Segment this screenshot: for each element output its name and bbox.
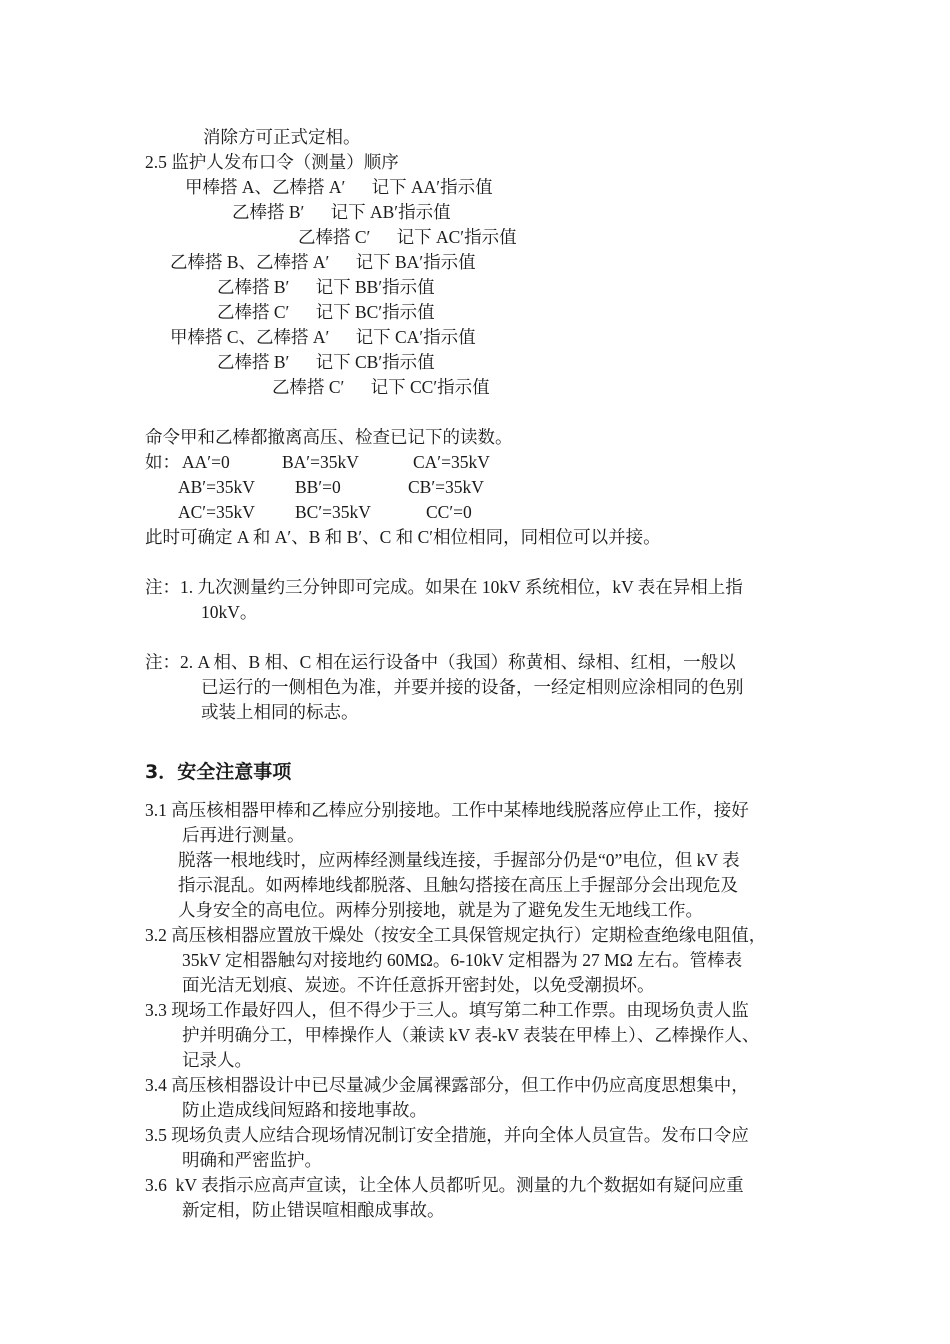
- step-line: 乙棒搭 C′ 记下 BC′指示值: [217, 302, 435, 322]
- example-prefix: 如：: [145, 452, 180, 472]
- reading-value: BB′=0: [295, 477, 341, 497]
- step-line: 甲棒搭 C、乙棒搭 A′ 记下 CA′指示值: [170, 327, 476, 347]
- paragraph-line: 新定相，防止错误喧相酿成事故。: [182, 1200, 445, 1220]
- paragraph-line: 3.3 现场工作最好四人，但不得少于三人。填写第二种工作票。由现场负责人监: [145, 1000, 749, 1020]
- paragraph-line: 3.4 高压核相器设计中已尽量减少金属裸露部分，但工作中仍应高度思想集中，: [145, 1075, 749, 1095]
- note-line: 注：1. 九次测量约三分钟即可完成。如果在 10kV 系统相位，kV 表在异相上指: [145, 577, 743, 597]
- reading-value: BA′=35kV: [282, 452, 359, 472]
- note-line: 10kV。: [201, 602, 258, 622]
- paragraph-line: 人身安全的高电位。两棒分别接地，就是为了避免发生无地线工作。: [178, 900, 703, 920]
- step-line: 甲棒搭 A、乙棒搭 A′ 记下 AA′指示值: [185, 177, 493, 197]
- note-line: 已运行的一侧相色为准，并要并接的设备，一经定相则应涂相同的色别: [201, 677, 744, 697]
- paragraph-line: 3.6 kV 表指示应高声宣读，让全体人员都听见。测量的九个数据如有疑问应重: [145, 1175, 744, 1195]
- paragraph-line: 3.1 高压核相器甲棒和乙棒应分别接地。工作中某棒地线脱落应停止工作，接好: [145, 800, 749, 820]
- reading-value: CB′=35kV: [408, 477, 484, 497]
- reading-value: AA′=0: [182, 452, 230, 472]
- step-line: 乙棒搭 C′ 记下 CC′指示值: [272, 377, 490, 397]
- paragraph-line: 防止造成线间短路和接地事故。: [182, 1100, 427, 1120]
- paragraph-line: 后再进行测量。: [182, 825, 305, 845]
- reading-value: AB′=35kV: [178, 477, 255, 497]
- step-line: 乙棒搭 B′ 记下 BB′指示值: [217, 277, 435, 297]
- step-line: 乙棒搭 B′ 记下 CB′指示值: [217, 352, 435, 372]
- conclusion-line: 此时可确定 A 和 A′、B 和 B′、C 和 C′相位相同，同相位可以并接。: [145, 527, 661, 547]
- step-line: 乙棒搭 C′ 记下 AC′指示值: [298, 227, 517, 247]
- paragraph-line: 脱落一根地线时，应两棒经测量线连接，手握部分仍是“0”电位，但 kV 表: [178, 850, 740, 870]
- step-line: 乙棒搭 B、乙棒搭 A′ 记下 BA′指示值: [170, 252, 476, 272]
- reading-value: AC′=35kV: [178, 502, 255, 522]
- reading-value: BC′=35kV: [295, 502, 371, 522]
- step-line: 乙棒搭 B′ 记下 AB′指示值: [232, 202, 451, 222]
- reading-value: CA′=35kV: [413, 452, 490, 472]
- paragraph-line: 3.5 现场负责人应结合现场情况制订安全措施，并向全体人员宣告。发布口令应: [145, 1125, 749, 1145]
- paragraph-line: 消除方可正式定相。: [203, 127, 361, 147]
- paragraph-line: 明确和严密监护。: [182, 1150, 322, 1170]
- paragraph-line: 35kV 定相器触勾对接地约 60MΩ。6-10kV 定相器为 27 MΩ 左右。管棒表: [182, 950, 743, 970]
- paragraph-line: 3.2 高压核相器应置放干燥处（按安全工具保管规定执行）定期检查绝缘电阻值，: [145, 925, 767, 945]
- command-line: 命令甲和乙棒都撤离高压、检查已记下的读数。: [145, 427, 513, 447]
- note-line: 或装上相同的标志。: [201, 702, 359, 722]
- note-line: 注：2. A 相、B 相、C 相在运行设备中（我国）称黄相、绿相、红相，一般以: [145, 652, 736, 672]
- step-heading: 2.5 监护人发布口令（测量）顺序: [145, 152, 399, 172]
- paragraph-line: 护并明确分工，甲棒操作人（兼读 kV 表-kV 表装在甲棒上）、乙棒操作人、: [182, 1025, 760, 1045]
- paragraph-line: 面光洁无划痕、炭迹。不许任意拆开密封处，以免受潮损坏。: [182, 975, 655, 995]
- paragraph-line: 指示混乱。如两棒地线都脱落、且触勾搭接在高压上手握部分会出现危及: [178, 875, 738, 895]
- reading-value: CC′=0: [426, 502, 472, 522]
- section-heading: 3．安全注意事项: [145, 761, 292, 783]
- paragraph-line: 记录人。: [182, 1050, 252, 1070]
